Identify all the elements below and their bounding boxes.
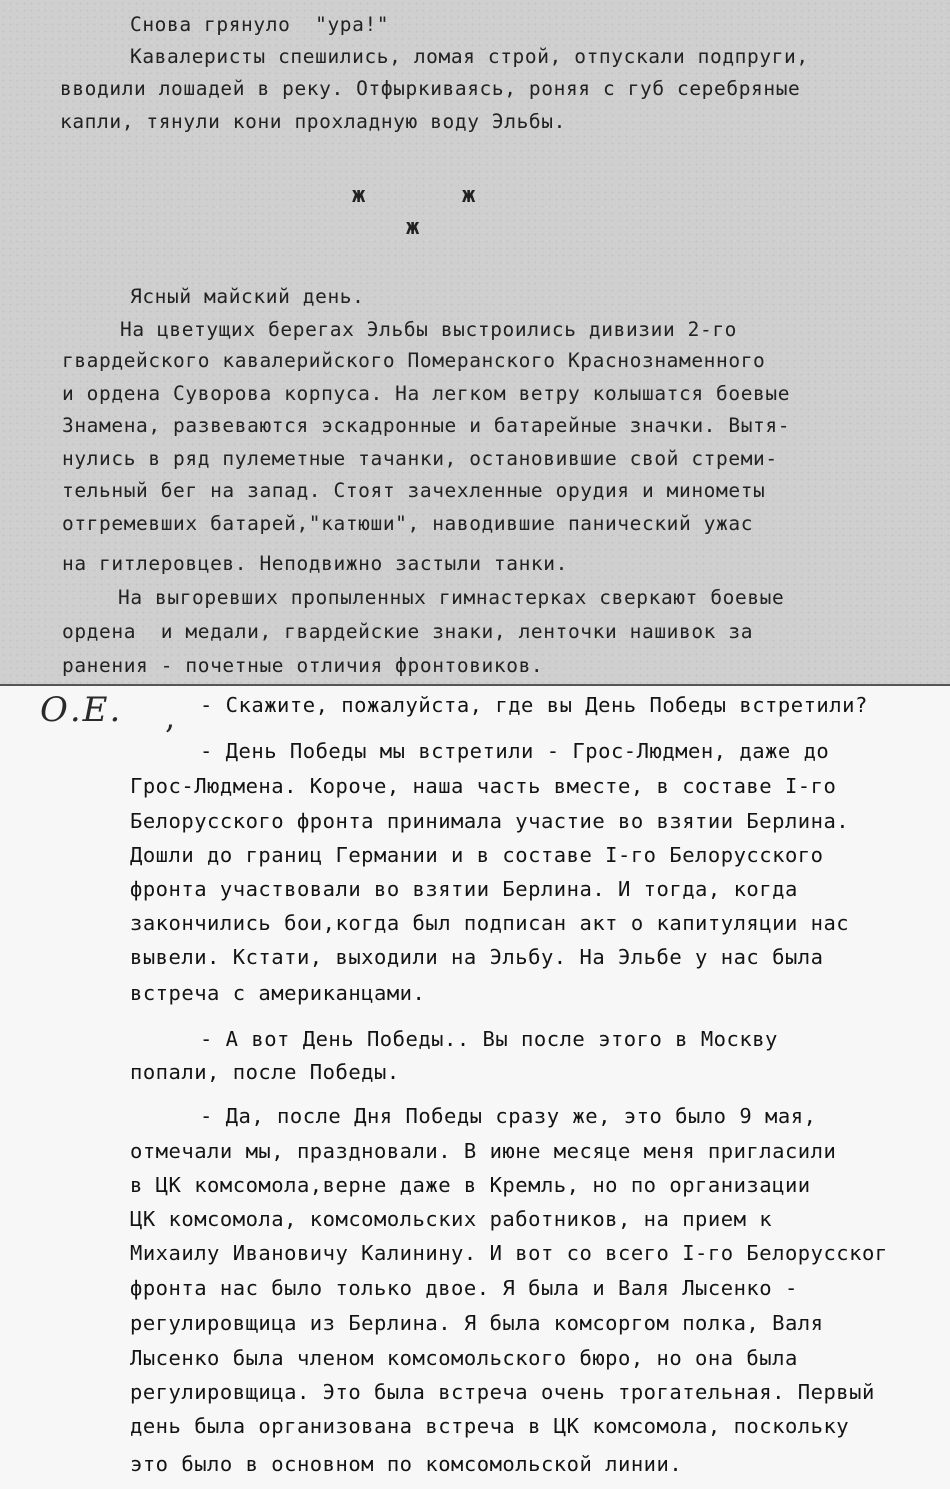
- interview-line: - День Победы мы встретили - Грос-Людмен, даже до: [200, 739, 830, 763]
- text-line: вводили лошадей в реку. Отфыркиваясь, роняя с губ серебряные: [60, 77, 801, 100]
- text-line: и ордена Суворова корпуса. На легком ветру колышатся боевые: [62, 382, 791, 405]
- text-line: тельный бег на запад. Стоят зачехленные орудия и минометы: [62, 479, 766, 502]
- text-line: капли, тянули кони прохладную воду Эльбы.: [60, 110, 566, 133]
- text-line: Знамена, развеваются эскадронные и батарейные значки. Вытя-: [62, 414, 791, 437]
- interview-line: закончились бои,когда был подписан акт о капитуляции нас: [130, 911, 850, 935]
- interview-line: регулировщица. Это была встреча очень трогательная. Первый: [130, 1380, 875, 1404]
- interview-line: отмечали мы, праздновали. В июне месяце меня пригласили: [130, 1139, 837, 1163]
- interview-line: фронта нас было только двое. Я была и Валя Лысенко -: [130, 1276, 798, 1300]
- interview-line: Михаилу Ивановичу Калинину. И вот со всего I-го Белорусског: [130, 1241, 888, 1265]
- interview-line: Дошли до границ Германии и в составе I-го Белорусского: [130, 843, 824, 867]
- text-line: гвардейского кавалерийского Померанского Краснознаменного: [62, 349, 766, 372]
- interview-line: Грос-Людмена. Короче, наша часть вместе, в составе I-го: [130, 774, 837, 798]
- handwritten-initials: О.Е.: [40, 690, 123, 730]
- interview-line: вывели. Кстати, выходили на Эльбу. На Эльбе у нас была: [130, 945, 824, 969]
- interview-line: в ЦК комсомола,верне даже в Кремль, но по организации: [130, 1173, 811, 1197]
- interview-line: встреча с американцами.: [130, 981, 426, 1005]
- interview-line: фронта участвовали во взятии Берлина. И тогда, когда: [130, 877, 798, 901]
- text-line: На выгоревших пропыленных гимнастерках сверкают боевые: [118, 586, 785, 609]
- text-line: На цветущих берегах Эльбы выстроились дивизии 2-го: [120, 318, 737, 341]
- text-line: Кавалеристы спешились, ломая строй, отпускали подпруги,: [130, 45, 809, 68]
- text-line: на гитлеровцев. Неподвижно застыли танки.: [62, 552, 568, 575]
- separator-star-right: ж: [462, 183, 476, 208]
- text-line: Снова грянуло "ура!": [130, 13, 390, 36]
- interview-line: это было в основном по комсомольской линии.: [130, 1452, 683, 1476]
- interview-line: - А вот День Победы.. Вы после этого в Москву: [200, 1027, 778, 1051]
- interview-line: - Скажите, пожалуйста, где вы День Победы встретили?: [200, 693, 868, 717]
- interview-line: Лысенко была членом комсомольского бюро, но она была: [130, 1346, 798, 1370]
- interview-line: попали, после Победы.: [130, 1060, 400, 1084]
- text-line: отгремевших батарей,"катюши", наводившие панический ужас: [62, 512, 754, 535]
- text-line: нулись в ряд пулеметные тачанки, остановившие свой стреми-: [62, 447, 778, 470]
- interview-line: регулировщица из Берлина. Я была комсоргом полка, Валя: [130, 1311, 824, 1335]
- interview-line: день была организована встреча в ЦК комсомола, поскольку: [130, 1414, 850, 1438]
- interview-line: - Да, после Дня Победы сразу же, это было 9 мая,: [200, 1104, 817, 1128]
- upper-typed-section: [0, 0, 950, 686]
- interview-line: ЦК комсомола, комсомольских работников, на прием к: [130, 1207, 773, 1231]
- text-line: Ясный майский день.: [130, 285, 365, 308]
- handwritten-mark: ,: [165, 698, 176, 736]
- separator-star-left: ж: [352, 183, 366, 208]
- text-line: ранения - почетные отличия фронтовиков.: [62, 654, 544, 677]
- separator-star-center: ж: [406, 215, 420, 240]
- text-line: ордена и медали, гвардейские знаки, ленточки нашивок за: [62, 620, 754, 643]
- interview-line: Белорусского фронта принимала участие во взятии Берлина.: [130, 809, 850, 833]
